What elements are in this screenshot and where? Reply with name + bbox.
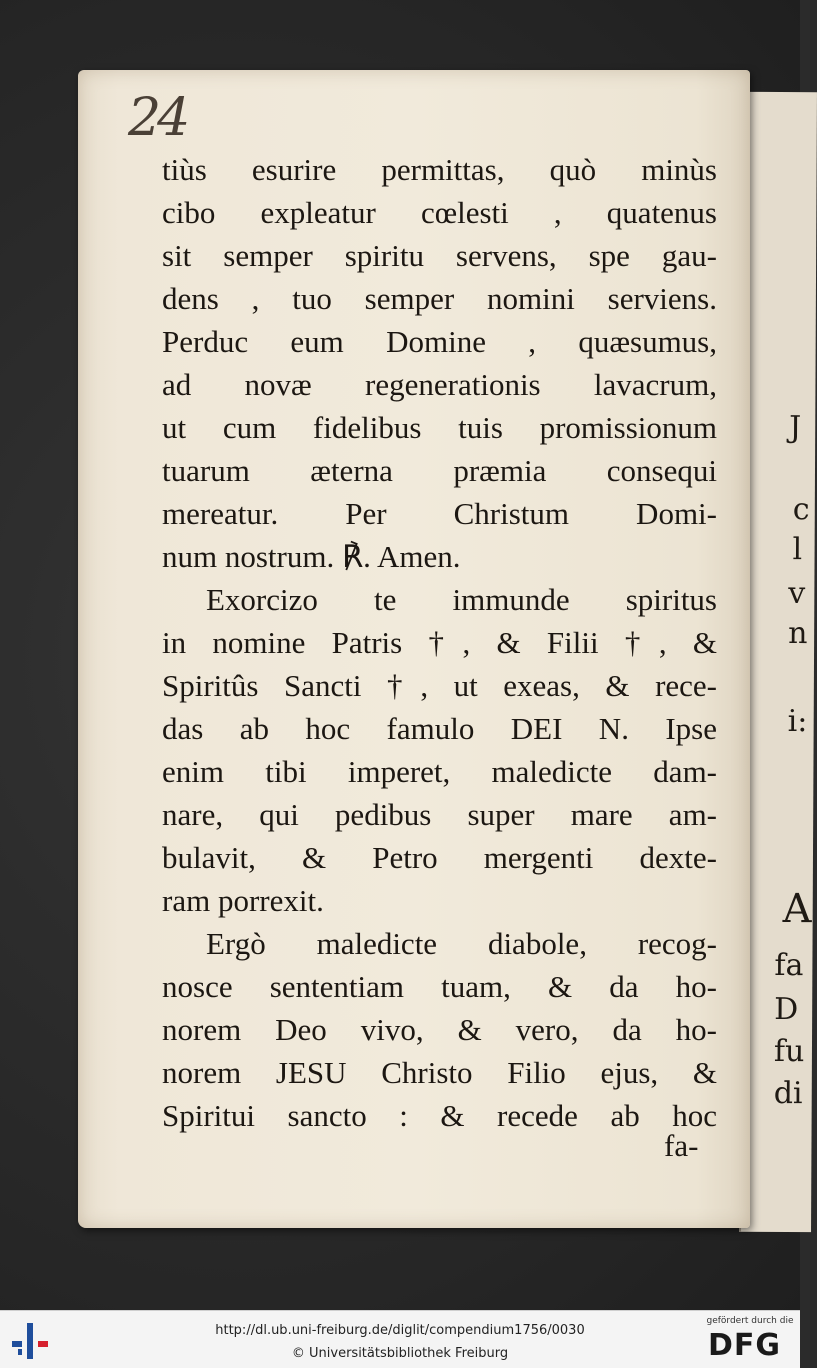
facing-page-fragment: A <box>782 886 812 933</box>
facing-page-fragment: l <box>792 532 803 568</box>
viewer-footer <box>0 1310 800 1368</box>
text-line: bulavit, & Petro mergenti dexte- <box>162 840 717 875</box>
text-line: norem JESU Christo Filio ejus, & <box>162 1055 717 1090</box>
text-line: cibo expleatur cœlesti , quatenus <box>162 195 717 230</box>
text-line: nosce sententiam tuam, & da ho- <box>162 969 717 1004</box>
facing-page-fragment: c <box>792 492 810 528</box>
footer-url-link[interactable]: http://dl.ub.uni-freiburg.de/diglit/compendium1756/0030 <box>215 1323 585 1338</box>
text-line: num nostrum. ℟. Amen. <box>162 539 461 574</box>
facing-page-fragment: di <box>773 1075 803 1112</box>
text-line: Exorcizo te immunde spiritus <box>206 582 717 617</box>
text-line: Ergò maledicte diabole, recog- <box>206 926 717 961</box>
footer-copyright: © Universitätsbibliothek Freiburg <box>291 1346 509 1361</box>
text-line: Spiritûs Sancti †, ut exeas, & rece- <box>162 668 717 703</box>
text-line: norem Deo vivo, & vero, da ho- <box>162 1012 717 1047</box>
text-line: tiùs esurire permittas, quò minùs <box>162 152 717 187</box>
text-line: tuarum æterna præmia consequi <box>162 453 717 488</box>
text-line: das ab hoc famulo DEI N. Ipse <box>162 711 717 746</box>
facing-page-fragment: D <box>774 991 799 1028</box>
text-line: nare, qui pedibus super mare am- <box>162 797 717 832</box>
text-line: Spiritui sancto : & recede ab hoc <box>162 1098 717 1133</box>
facing-page-edge <box>739 92 817 1232</box>
text-line: ram porrexit. <box>162 883 324 918</box>
facing-page-fragment: fa <box>774 947 804 984</box>
page-number: 24 <box>128 88 187 148</box>
facing-page-fragment: J <box>789 410 802 446</box>
facing-page-fragment: v <box>788 576 806 612</box>
text-line: Perduc eum Domine , quæsumus, <box>162 324 717 359</box>
text-line: enim tibi imperet, maledicte dam- <box>162 754 717 789</box>
facing-page-fragment: fu <box>773 1033 805 1070</box>
text-line: in nomine Patris †, & Filii †, & <box>162 625 717 660</box>
facing-page-fragment: i: <box>787 704 808 740</box>
dfg-logo[interactable]: DFG <box>708 1328 782 1363</box>
text-line: sit semper spiritu servens, spe gau- <box>162 238 717 273</box>
catchword: fa- <box>664 1128 699 1163</box>
text-line: dens , tuo semper nomini serviens. <box>162 281 717 316</box>
text-line: mereatur. Per Christum Domi- <box>162 496 717 531</box>
facing-page-fragment: n <box>788 616 808 652</box>
text-line: ad novæ regenerationis lavacrum, <box>162 367 717 402</box>
dfg-funding-text: gefördert durch die <box>706 1316 794 1326</box>
text-line: ut cum fidelibus tuis promissionum <box>162 410 717 445</box>
